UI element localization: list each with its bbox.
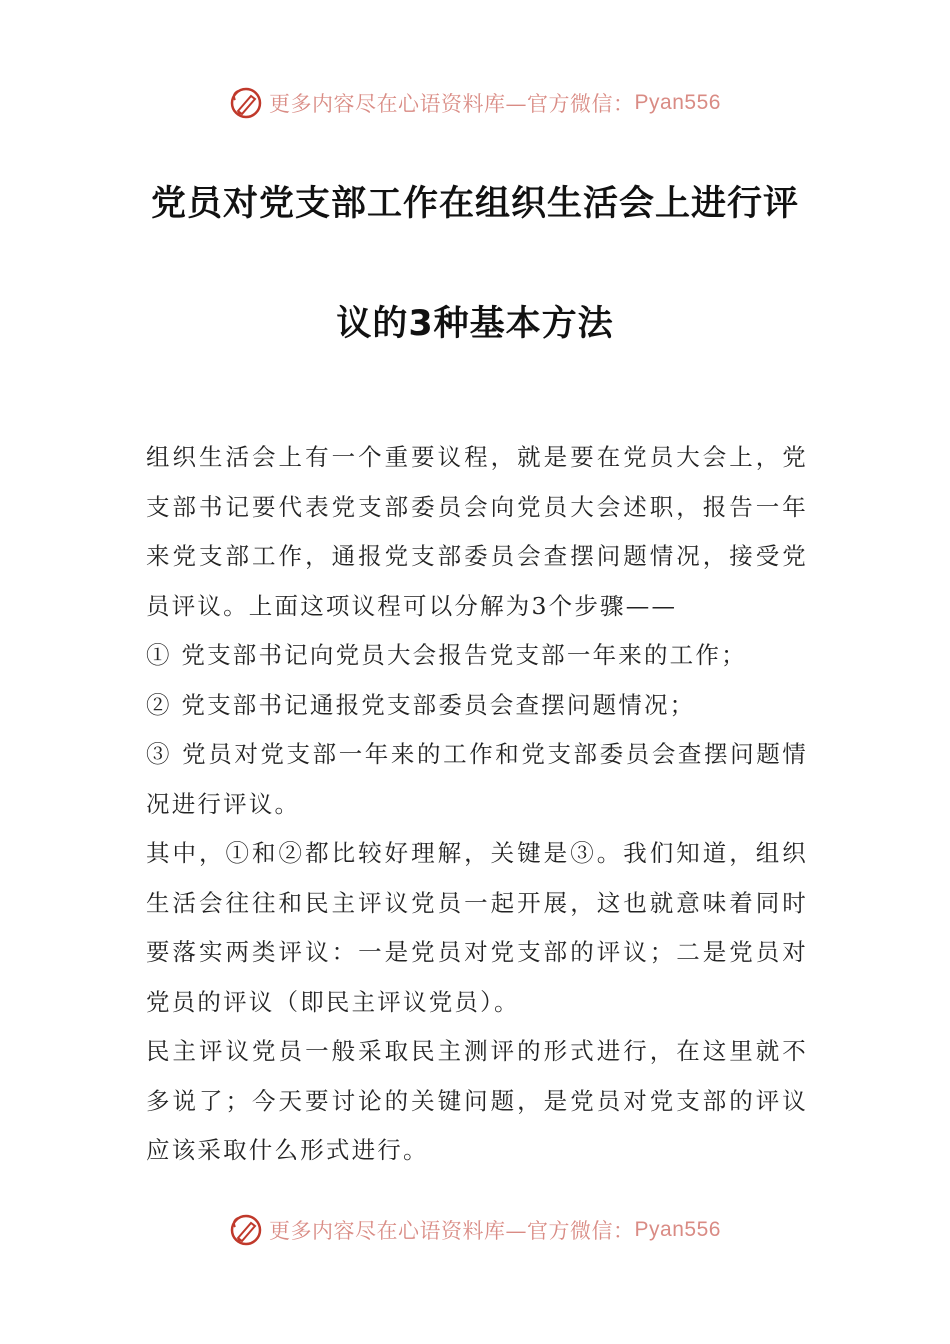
- watermark-text: 更多内容尽在心语资料库—官方微信：: [269, 1219, 635, 1243]
- watermark-wechat-id: Pyan556: [634, 91, 721, 114]
- document-body: [146, 433, 808, 1176]
- watermark-text: 更多内容尽在心语资料库—官方微信：: [269, 92, 635, 116]
- pen-logo-icon: [229, 86, 263, 120]
- pen-logo-icon: [229, 1213, 263, 1247]
- document-title-line-2: 议的3种基本方法: [336, 304, 614, 344]
- footer-watermark: [0, 1210, 950, 1250]
- document-title-line-1: 党员对党支部工作在组织生活会上进行评: [150, 184, 799, 224]
- paragraph-key-point: 其中，①和②都比较好理解，关键是③。我们知道，组织生活会往往和民主评议党员一起开展，这也就意味着同时要落实两类评议：一是党员对党支部的评议；二是党员对党员的评议（即民主评议党员）。: [146, 839, 808, 1016]
- watermark-wechat-id: Pyan556: [634, 1218, 721, 1241]
- paragraph-intro: 组织生活会上有一个重要议程，就是要在党员大会上，党支部书记要代表党支部委员会向党员大会述职，报告一年来党支部工作，通报党支部委员会查摆问题情况，接受党员评议。上面这项议程可以分解为3个步骤——: [146, 443, 808, 620]
- header-watermark: [0, 83, 950, 123]
- paragraph-question: 民主评议党员一般采取民主测评的形式进行，在这里就不多说了；今天要讨论的关键问题，是党员对党支部的评议应该采取什么形式进行。: [146, 1037, 808, 1164]
- paragraph-step-1: ① 党支部书记向党员大会报告党支部一年来的工作；: [146, 641, 747, 669]
- paragraph-step-3: ③ 党员对党支部一年来的工作和党支部委员会查摆问题情况进行评议。: [146, 740, 808, 818]
- paragraph-step-2: ② 党支部书记通报党支部委员会查摆问题情况；: [146, 690, 696, 719]
